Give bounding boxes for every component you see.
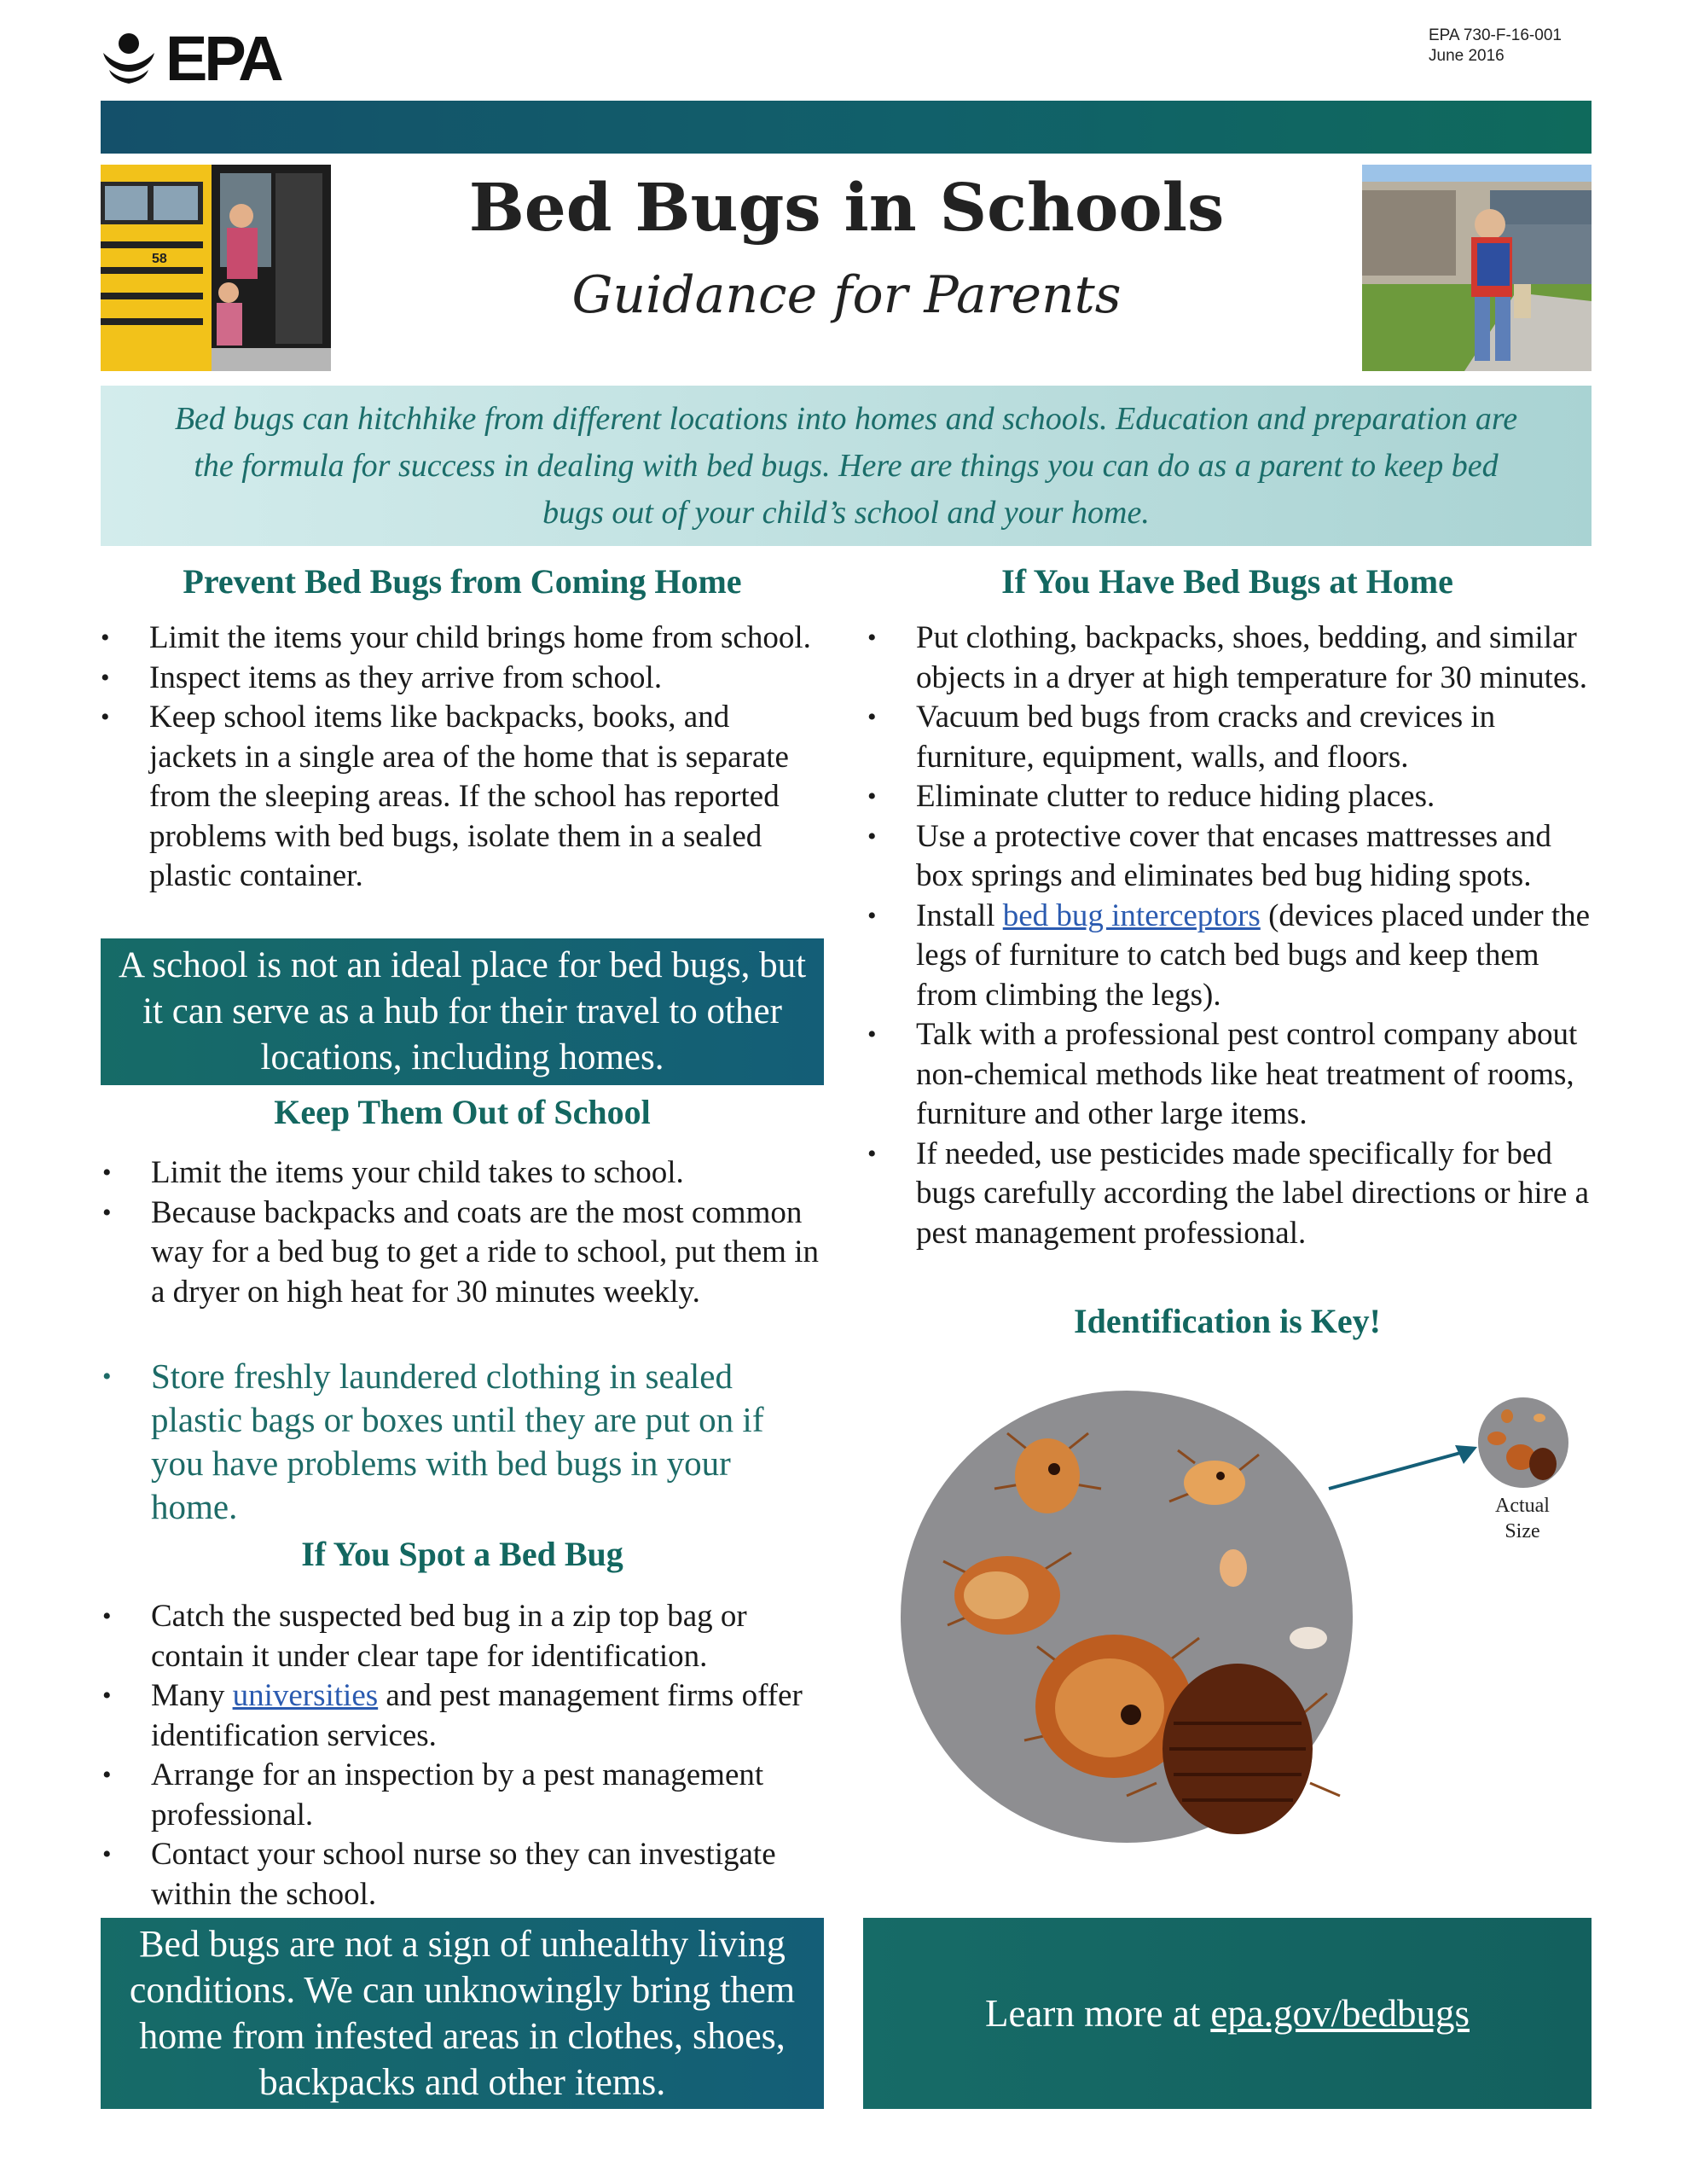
home-list <box>867 619 1592 1253</box>
epa-logo <box>101 23 281 94</box>
list-item: • Contact your school nurse so they can investigate within the school. <box>102 1835 824 1914</box>
unhealthy-callout <box>101 1918 824 2109</box>
store-list <box>102 1355 776 1529</box>
identification-heading: Identification is Key! <box>1074 1302 1381 1340</box>
list-item: • Arrange for an inspection by a pest management professional. <box>102 1756 824 1835</box>
item-text: Many <box>151 1678 225 1713</box>
list-item: • Limit the items your child takes to school. <box>102 1153 824 1194</box>
list-item: • Inspect items as they arrive from school. <box>101 659 824 699</box>
list-item <box>867 897 1592 1016</box>
list-item: • Catch the suspected bed bug in a zip top bag or contain it under clear tape for identification. <box>102 1597 824 1676</box>
list-item: • Vacuum bed bugs from cracks and crevices in furniture, equipment, walls, and floors. <box>867 698 1592 777</box>
keep-out-heading: Keep Them Out of School <box>274 1093 651 1131</box>
unhealthy-callout-text: Bed bugs are not a sign of unhealthy living conditions. We can unknowingly bring them home from infested areas in clothes, shoes, backpacks and other items. <box>129 1923 796 2103</box>
page-title: Bed Bugs in Schools <box>468 170 1225 247</box>
list-item: • Because backpacks and coats are the most common way for a bed bug to get a ride to school, put them in a dryer on high heat for 30 minutes weekly. <box>102 1194 824 1313</box>
universities-link[interactable]: universities <box>232 1678 379 1713</box>
item-text: Install <box>916 897 995 933</box>
list-item: • Store freshly laundered clothing in sealed plastic bags or boxes until they are put on if you have problems with bed bugs in your home. <box>102 1355 776 1529</box>
spot-heading: If You Spot a Bed Bug <box>301 1535 623 1573</box>
list-item: • Eliminate clutter to reduce hiding places. <box>867 777 1592 817</box>
list-item: • If needed, use pesticides made specifically for bed bugs carefully according the label directions or hire a pest management professional. <box>867 1135 1592 1254</box>
document-date: June 2016 <box>1429 47 1505 65</box>
learn-more-text: Learn more at <box>984 1992 1201 2035</box>
interceptors-link[interactable]: bed bug interceptors <box>1002 897 1261 933</box>
list-item: • Use a protective cover that encases mattresses and box springs and eliminates bed bug hiding spots. <box>867 817 1592 897</box>
prevent-list <box>101 619 824 897</box>
child-walking-photo <box>1362 165 1592 371</box>
school-bus-photo <box>101 165 331 371</box>
actual-size-bugs-image <box>1478 1397 1568 1488</box>
document-number: EPA 730-F-16-001 <box>1429 26 1562 44</box>
hub-callout <box>101 938 824 1085</box>
learn-more-box <box>863 1918 1592 2109</box>
epa-flower-icon <box>101 32 157 85</box>
bed-bugs-photo <box>901 1391 1353 1843</box>
epa-bedbugs-link[interactable]: epa.gov/bedbugs <box>1210 1992 1470 2035</box>
arrow-icon <box>1327 1442 1481 1493</box>
list-item: • Put clothing, backpacks, shoes, bedding, and similar objects in a dryer at high temperature for 30 minutes. <box>867 619 1592 698</box>
actual-size-line: Actual <box>1495 1495 1550 1517</box>
item-text: and pest management firms offer identification services. <box>151 1678 803 1753</box>
intro-text: Bed bugs can hitchhike from different locations into homes and schools. Education and preparation are the formula for success in dealing with bed bugs. Here are things you can do as a parent to keep bed bugs out of your child’s school and your home. <box>174 400 1518 531</box>
item-text: (devices placed under the legs of furniture to catch bed bugs and keep them from climbing the legs). <box>916 897 1591 1013</box>
prevent-heading: Prevent Bed Bugs from Coming Home <box>183 562 742 601</box>
keep-out-list <box>102 1153 824 1312</box>
home-heading: If You Have Bed Bugs at Home <box>1001 562 1453 601</box>
spot-list <box>102 1597 824 1914</box>
document-meta <box>1429 26 1562 67</box>
actual-size-line: Size <box>1505 1520 1540 1542</box>
svg-text:58: 58 <box>152 252 167 266</box>
hub-callout-text: A school is not an ideal place for bed bugs, but it can serve as a hub for their travel to other locations, including homes. <box>118 945 807 1077</box>
list-item: • Talk with a professional pest control company about non-chemical methods like heat treatment of rooms, furniture and other large items. <box>867 1015 1592 1135</box>
actual-size-label <box>1454 1493 1591 1544</box>
list-item <box>102 1676 824 1756</box>
list-item: • Keep school items like backpacks, books, and jackets in a single area of the home that is separate from the sleeping areas. If the school has reported problems with bed bugs, isolate them in a sealed plastic container. <box>101 698 824 897</box>
page-subtitle: Guidance for Parents <box>571 265 1122 325</box>
list-item: • Limit the items your child brings home from school. <box>101 619 824 659</box>
header-banner <box>101 101 1592 154</box>
logo-text: EPA <box>165 23 281 94</box>
intro-banner <box>101 386 1592 546</box>
